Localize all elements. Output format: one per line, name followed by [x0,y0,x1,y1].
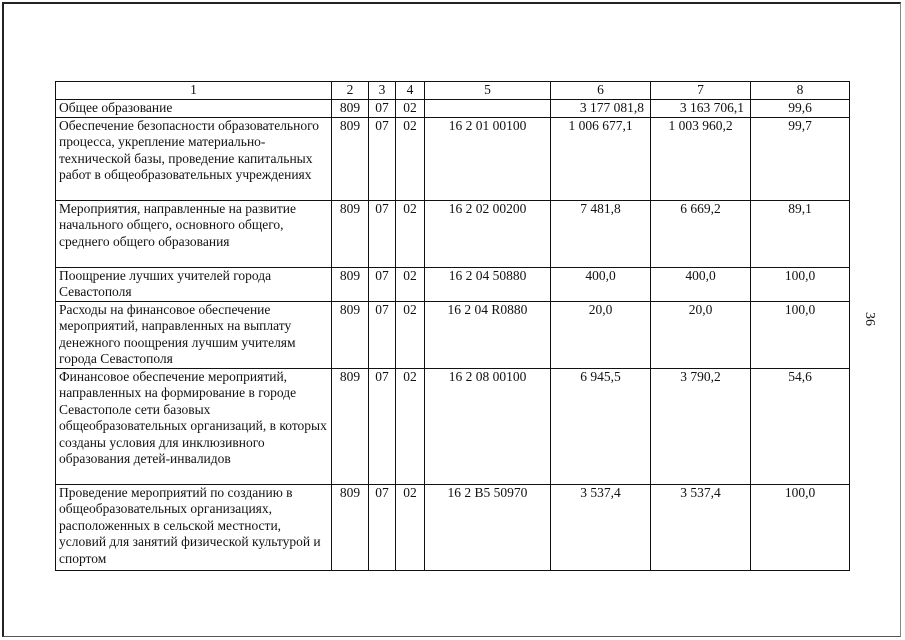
row-planned: 20,0 [551,301,651,368]
row-planned: 400,0 [551,267,651,301]
row-name: Мероприятия, направленные на развитие начального общего, основного общего, среднего общего образования [56,200,332,267]
row-executed: 20,0 [651,301,751,368]
row-section: 07 [369,484,396,570]
header-col-3: 3 [369,82,396,100]
row-name: Проведение мероприятий по созданию в общеобразовательных организациях, расположенных в сельской местности, условий для занятий физической культурой и спортом [56,484,332,570]
row-executed: 400,0 [651,267,751,301]
row-subsection: 02 [396,117,425,200]
header-col-4: 4 [396,82,425,100]
row-section: 07 [369,100,396,118]
row-target-code: 16 2 08 00100 [425,368,551,484]
header-col-5: 5 [425,82,551,100]
table-header-row [56,82,850,100]
header-col-8: 8 [751,82,850,100]
budget-execution-table [55,81,850,571]
row-section: 07 [369,267,396,301]
table-row [56,200,850,267]
row-section: 07 [369,301,396,368]
row-planned: 7 481,8 [551,200,651,267]
row-planned: 3 177 081,8 [551,100,651,118]
row-ministry-code: 809 [332,100,369,118]
table-row [56,267,850,301]
row-section: 07 [369,200,396,267]
row-percent: 99,7 [751,117,850,200]
row-section: 07 [369,117,396,200]
row-percent: 54,6 [751,368,850,484]
row-percent: 99,6 [751,100,850,118]
row-percent: 100,0 [751,301,850,368]
table-row [56,117,850,200]
row-subsection: 02 [396,484,425,570]
header-col-1: 1 [56,82,332,100]
row-subsection: 02 [396,267,425,301]
row-target-code: 16 2 01 00100 [425,117,551,200]
row-target-code: 16 2 02 00200 [425,200,551,267]
page-number: 36 [862,312,877,326]
row-executed: 3 163 706,1 [651,100,751,118]
row-target-code: 16 2 04 R0880 [425,301,551,368]
row-executed: 6 669,2 [651,200,751,267]
row-target-code [425,100,551,118]
row-planned: 3 537,4 [551,484,651,570]
header-col-2: 2 [332,82,369,100]
row-target-code: 16 2 B5 50970 [425,484,551,570]
row-target-code: 16 2 04 50880 [425,267,551,301]
row-ministry-code: 809 [332,200,369,267]
table-row [56,100,850,118]
row-ministry-code: 809 [332,368,369,484]
row-name: Финансовое обеспечение мероприятий, направленных на формирование в городе Севастополе сети базовых общеобразовательных организаций, в которых созданы условия для инклюзивного образования детей-инвалидов [56,368,332,484]
row-percent: 89,1 [751,200,850,267]
row-subsection: 02 [396,368,425,484]
row-ministry-code: 809 [332,117,369,200]
row-name: Обеспечение безопасности образовательного процесса, укрепление материально-технической базы, проведение капитальных работ в общеобразовательных учреждениях [56,117,332,200]
row-planned: 6 945,5 [551,368,651,484]
row-ministry-code: 809 [332,267,369,301]
row-subsection: 02 [396,200,425,267]
row-planned: 1 006 677,1 [551,117,651,200]
header-col-6: 6 [551,82,651,100]
row-name: Общее образование [56,100,332,118]
row-percent: 100,0 [751,267,850,301]
row-name: Расходы на финансовое обеспечение мероприятий, направленных на выплату денежного поощрения лучшим учителям города Севастополя [56,301,332,368]
table-row [56,368,850,484]
table-row [56,484,850,570]
row-executed: 1 003 960,2 [651,117,751,200]
row-executed: 3 537,4 [651,484,751,570]
row-subsection: 02 [396,100,425,118]
row-ministry-code: 809 [332,484,369,570]
header-col-7: 7 [651,82,751,100]
row-section: 07 [369,368,396,484]
row-percent: 100,0 [751,484,850,570]
row-ministry-code: 809 [332,301,369,368]
row-executed: 3 790,2 [651,368,751,484]
table-row [56,301,850,368]
row-subsection: 02 [396,301,425,368]
row-name: Поощрение лучших учителей города Севастополя [56,267,332,301]
